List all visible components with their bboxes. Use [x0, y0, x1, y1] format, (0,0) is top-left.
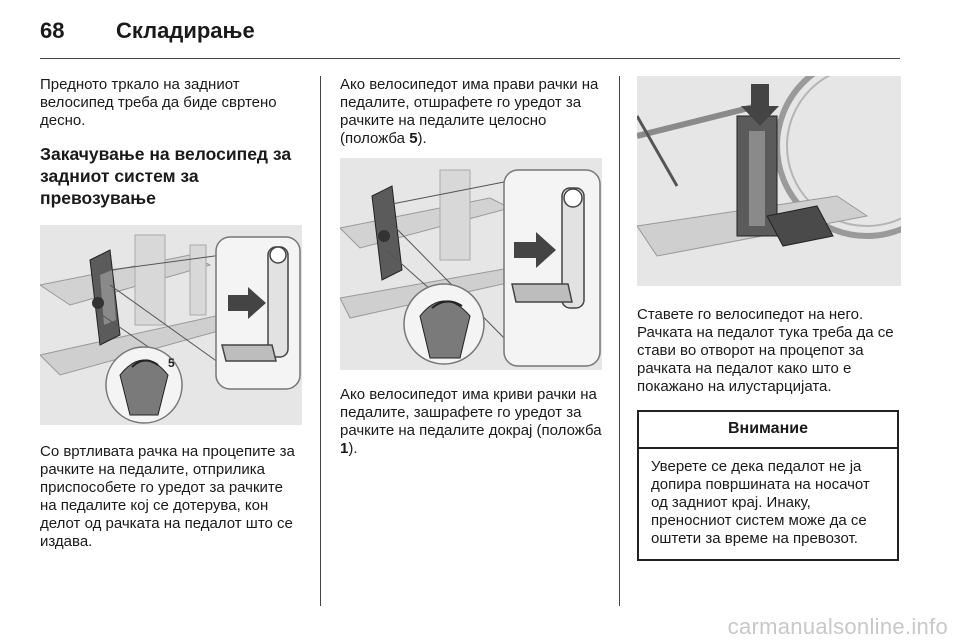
column-3: [637, 76, 901, 561]
page-number: 68: [40, 18, 65, 43]
column-divider-2: [619, 76, 620, 606]
column-1: [40, 76, 302, 551]
intro-paragraph: Предното тркало на задниот велосипед треба да биде свртено десно.: [40, 76, 277, 129]
position-5: 5: [409, 130, 418, 147]
position-label-5: 5: [168, 356, 175, 370]
section-heading: Закачување на велосипед за задниот систем за превозување: [40, 144, 292, 208]
illustration-bike-on-carrier: [637, 76, 901, 286]
page-title: Складирање: [116, 18, 255, 43]
notice-title: Внимание: [639, 412, 897, 449]
notice-box: [637, 410, 899, 561]
body-paragraph: Со вртливата рачка на процепите за рачките на педалите, отприлика приспособете го уредот за рачките на педалите кој се дотерува, кон делот од рачката на педалот што се издава.: [40, 443, 295, 550]
position-1: 1: [340, 440, 349, 457]
page-header: [40, 14, 900, 54]
illustration-straight-crank: [340, 158, 602, 370]
straight-cranks-paragraph: Ако велосипедот има прави рачки на педалите, отшрафете го уредот за рачките на педалите целосно (положба 5).: [340, 76, 599, 147]
curved-cranks-paragraph: Ако велосипедот има криви рачки на педалите, зашрафете го уредот за рачките на педалите докрај (положба 1).: [340, 386, 602, 457]
illustration-pedal-clamp-adjust: [40, 225, 302, 425]
body-paragraph-3: Ставете го велосипедот на него. Рачката на педалот тука треба да се стави во отворот на процепот за рачката на педалот како што е покажано на илустарцијата.: [637, 306, 894, 395]
header-divider: [40, 58, 900, 59]
watermark: carmanualsonline.info: [727, 614, 948, 639]
column-2: [340, 76, 602, 458]
notice-body: Уверете се дека педалот не ја допира површината на носачот од задниот крај. Инаку, преносниот систем може да се оштети за време на превозот.: [651, 458, 870, 547]
column-divider-1: [320, 76, 321, 606]
